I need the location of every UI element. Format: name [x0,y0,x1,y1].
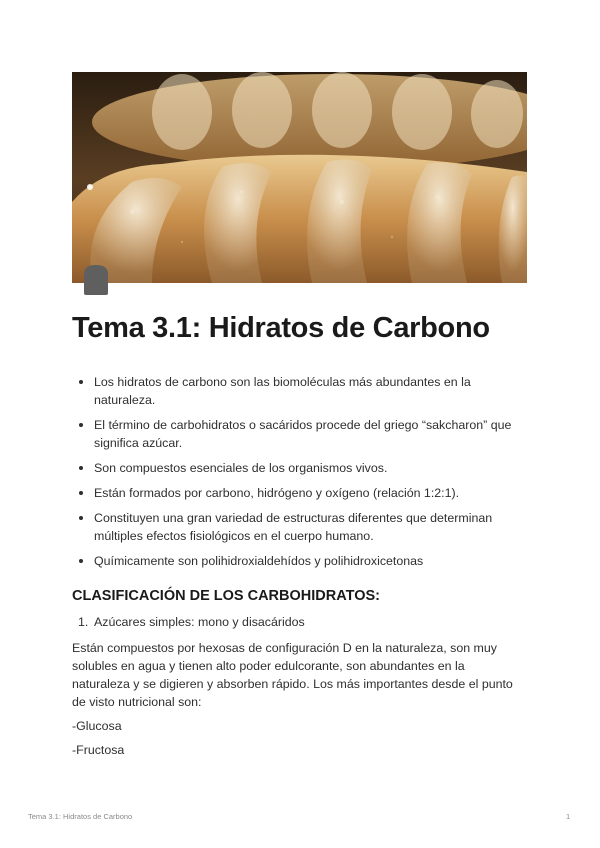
list-item-text: El término de carbohidratos o sacáridos procede del griego “sakcharon” que significa azúcar. [94,418,512,450]
list-item-text: Los hidratos de carbono son las biomoléculas más abundantes en la naturaleza. [94,375,471,407]
numbered-list-item [72,613,522,631]
list-number: 1. [78,615,89,629]
list-item-text: Están formados por carbono, hidrógeno y oxígeno (relación 1:2:1). [94,486,460,500]
bullet-dot [79,559,83,563]
text-line-fructosa: -Fructosa [72,743,125,757]
bullet-dot [79,423,83,427]
page-title: Tema 3.1: Hidratos de Carbono [72,312,490,344]
list-item [72,509,522,545]
bread-icon [81,263,111,295]
list-item-text: Químicamente son polihidroxialdehídos y polihidroxicetonas [94,554,424,568]
bullet-dot [79,491,83,495]
bullet-dot [79,516,83,520]
bullet-list [72,373,522,577]
bullet-dot [79,380,83,384]
text-line-glucosa: -Glucosa [72,719,122,733]
list-item [72,459,522,477]
numbered-item-text: Azúcares simples: mono y disacáridos [94,615,305,629]
cover-image [72,72,527,283]
page-number: 1 [566,812,571,821]
list-item-text: Son compuestos esenciales de los organismos vivos. [94,461,388,475]
footer-title: Tema 3.1: Hidratos de Carbono [28,812,133,821]
body-paragraph: Están compuestos por hexosas de configuración D en la naturaleza, son muy solubles en agua y tienen alto poder edulcorante, son abundantes en la naturaleza y se digieren y absorben rápido. Los más importantes desde el punto de visto nutricional son: [72,641,513,709]
list-item [72,416,522,452]
bullet-dot [79,466,83,470]
list-item [72,484,522,502]
list-item [72,373,522,409]
section-heading: CLASIFICACIÓN DE LOS CARBOHIDRATOS: [72,588,380,604]
list-item [72,552,522,570]
list-item-text: Constituyen una gran variedad de estructuras diferentes que determinan múltiples efectos fisiológicos en el cuerpo humano. [94,511,493,543]
